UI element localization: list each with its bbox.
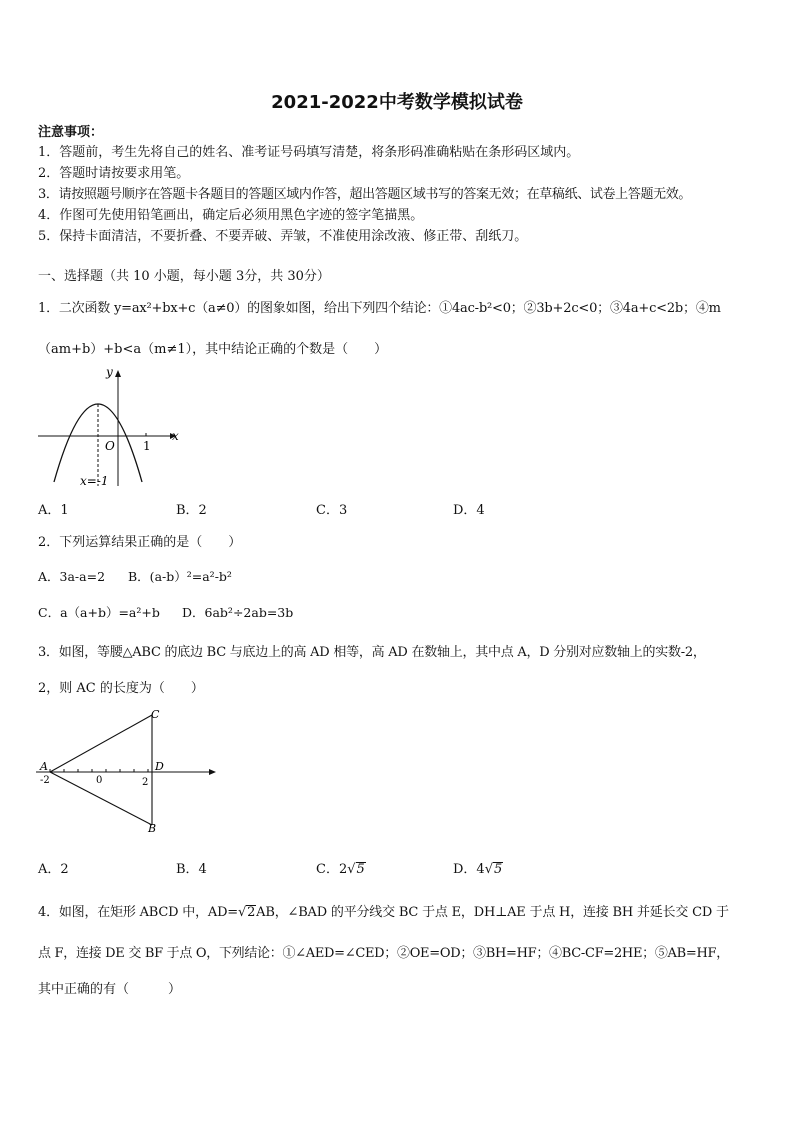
- q4-stem-line2: 点 F，连接 DE 交 BF 于点 O，下列结论：①∠AED=∠CED；②OE=OD；③BH=HF；④BC-CF=2HE；⑤AB=HF，: [38, 946, 729, 961]
- q3-option-d-prefix: D．4: [453, 862, 485, 877]
- q1-option-b: B．2: [176, 503, 207, 518]
- q1-stem-line2: （am+b）+b<a（m≠1），其中结论正确的个数是（ ）: [38, 342, 388, 357]
- q2-option-b: B．(a-b）²=a²-b²: [128, 569, 232, 584]
- radical-sign: √: [347, 862, 356, 877]
- tick-neg2-label: -2: [40, 775, 50, 786]
- q3-option-a: A．2: [38, 862, 69, 877]
- radical-sign: √: [484, 862, 493, 877]
- q1-option-d: D．4: [453, 503, 485, 518]
- y-axis-label: y: [106, 365, 113, 379]
- tick-label: 1: [143, 439, 151, 453]
- axis-equation-label: x=-1: [80, 474, 109, 488]
- q3-option-c: [316, 858, 366, 877]
- notice-item: 2．答题时请按要求用笔。: [38, 166, 190, 181]
- q3-stem-line2: 2，则 AC 的长度为（ ）: [38, 681, 204, 696]
- q4-stem-line1: [38, 901, 729, 920]
- q3-triangle-figure: [34, 705, 224, 837]
- point-d-label: D: [155, 760, 164, 773]
- number-line-arrow: [209, 769, 216, 775]
- q3-option-b: B．4: [176, 862, 207, 877]
- q2-option-a: A．3a-a=2: [38, 569, 106, 584]
- point-a-label: A: [40, 760, 48, 773]
- q3-option-c-radicand: 5: [356, 862, 365, 877]
- q1-option-c: C．3: [316, 503, 348, 518]
- q4-line1-start: 4．如图，在矩形 ABCD 中，AD=: [38, 905, 238, 920]
- q2-option-d: D．6ab²÷2ab=3b: [182, 605, 294, 620]
- q2-option-c: C．a（a+b）=a²+b: [38, 605, 160, 620]
- q3-option-d: [453, 858, 503, 877]
- exam-title: 2021-2022中考数学模拟试卷: [271, 92, 523, 113]
- q4-stem-line3: 其中正确的有（ ）: [38, 982, 182, 997]
- point-c-label: C: [151, 708, 160, 721]
- q1-option-a: A．1: [38, 503, 69, 518]
- x-axis-label: x: [172, 429, 179, 443]
- notice-item: 3．请按照题号顺序在答题卡各题目的答题区域内作答，超出答题区域书写的答案无效；在草稿纸、试卷上答题无效。: [38, 187, 692, 202]
- notice-item: 5．保持卡面清洁，不要折叠、不要弄破、弄皱，不准使用涂改液、修正带、刮纸刀。: [38, 229, 528, 244]
- notice-heading: 注意事项：: [38, 125, 104, 140]
- section-heading: 一、选择题（共 10 小题，每小题 3分，共 30分）: [38, 269, 330, 284]
- q4-line1-end: AB，∠BAD 的平分线交 BC 于点 E，DH⊥AE 于点 H，连接 BH 并延长交 CD 于: [256, 905, 729, 920]
- tick-2-label: 2: [142, 777, 149, 788]
- q1-parabola-graph: [36, 362, 186, 492]
- q3-option-c-prefix: C．2: [316, 862, 348, 877]
- q3-stem-line1: 3．如图，等腰△ABC 的底边 BC 与底边上的高 AD 相等，高 AD 在数轴上，其中点 A，D 分别对应数轴上的实数-2，: [38, 645, 706, 660]
- point-b-label: B: [148, 822, 157, 835]
- q3-option-d-radicand: 5: [494, 862, 503, 877]
- y-axis-arrow: [115, 370, 121, 377]
- notice-item: 1．答题前，考生先将自己的姓名、准考证号码填写清楚，将条形码准确粘贴在条形码区域内。: [38, 145, 580, 160]
- radical-sign: √: [238, 905, 247, 920]
- q4-radicand: 2: [247, 905, 256, 920]
- origin-label: O: [105, 439, 115, 453]
- tick-0-label: 0: [96, 775, 103, 786]
- notice-item: 4．作图可先使用铅笔画出，确定后必须用黑色字迹的签字笔描黑。: [38, 208, 424, 223]
- segment-ac: [50, 715, 152, 772]
- q2-stem: 2．下列运算结果正确的是（ ）: [38, 535, 242, 550]
- q1-stem-line1: 1．二次函数 y=ax²+bx+c（a≠0）的图象如图，给出下列四个结论：①4ac-b²<0；②3b+2c<0；③4a+c<2b；④m: [38, 301, 721, 316]
